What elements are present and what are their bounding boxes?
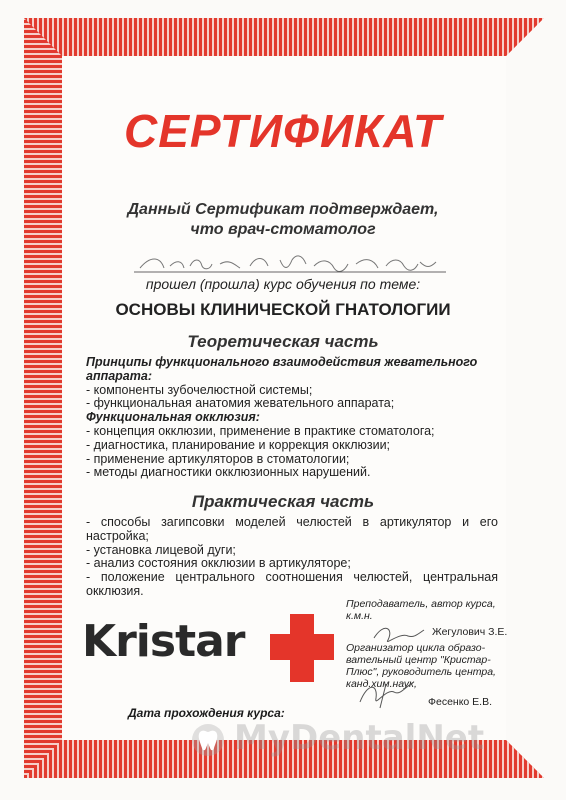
theory-block bbox=[86, 356, 500, 480]
practice-item: - анализ состояния окклюзии в артикуляторе; bbox=[86, 556, 351, 571]
red-cross-icon bbox=[268, 612, 336, 684]
subtitle-line-1: Данный Сертификат подтверждает, bbox=[127, 201, 439, 218]
certificate-title: СЕРТИФИКАТ bbox=[124, 105, 442, 157]
practice-section-title: Практическая часть bbox=[191, 492, 375, 511]
organizer-name: Фесенко Е.В. bbox=[428, 696, 493, 708]
watermark bbox=[190, 718, 520, 762]
watermark-text: MyDentalNet bbox=[234, 718, 485, 758]
kristar-logo bbox=[78, 608, 338, 688]
practice-item: - способы загипсовки моделей челюстей в артикулятор и его настройка; bbox=[86, 515, 498, 543]
teacher-name: Жегулович З.Е. bbox=[432, 626, 508, 638]
teacher-signature bbox=[370, 622, 430, 644]
practice-block bbox=[86, 516, 498, 599]
certificate-subtitle bbox=[0, 200, 566, 240]
organizer-signature bbox=[356, 678, 426, 712]
passed-course-text: прошел (прошла) курс обучения по теме: bbox=[145, 276, 421, 292]
tooth-icon bbox=[190, 722, 226, 758]
logo-text: Kristar bbox=[82, 616, 245, 667]
theory-group2-item: - концепция окклюзии, применение в практике стоматолога; bbox=[86, 423, 435, 438]
date-label: Дата прохождения курса: bbox=[128, 706, 285, 720]
subtitle-line-2: что врач-стоматолог bbox=[190, 221, 376, 238]
practice-item: - положение центрального соотношения челюстей, центральная окклюзия. bbox=[86, 570, 498, 598]
teacher-role: Преподаватель, автор курса, к.м.н. bbox=[346, 598, 496, 622]
theory-group2-item: - применение артикуляторов в стоматологии; bbox=[86, 451, 350, 466]
practice-item: - установка лицевой дуги; bbox=[86, 542, 236, 557]
organizer-role: Организатор цикла образо-вательный центр "Кристар-Плюс", руководитель центра, канд.хим.наук, bbox=[346, 642, 496, 690]
theory-group1-item: - компоненты зубочелюстной системы; bbox=[86, 382, 313, 397]
theory-group2-title: Функциональная окклюзия: bbox=[86, 410, 260, 425]
course-topic: ОСНОВЫ КЛИНИЧЕСКОЙ ГНАТОЛОГИИ bbox=[115, 300, 451, 319]
theory-group1-item: - функциональная анатомия жевательного аппарата; bbox=[86, 396, 395, 411]
theory-group2-item: - методы диагностики окклюзионных нарушений. bbox=[86, 465, 371, 480]
theory-group1-title: Принципы функционального взаимодействия жевательного аппарата: bbox=[86, 355, 478, 383]
handwritten-name-signature bbox=[130, 252, 450, 274]
theory-group2-item: - диагностика, планирование и коррекция окклюзии; bbox=[86, 437, 391, 452]
theory-section-title: Теоретическая часть bbox=[187, 332, 379, 351]
